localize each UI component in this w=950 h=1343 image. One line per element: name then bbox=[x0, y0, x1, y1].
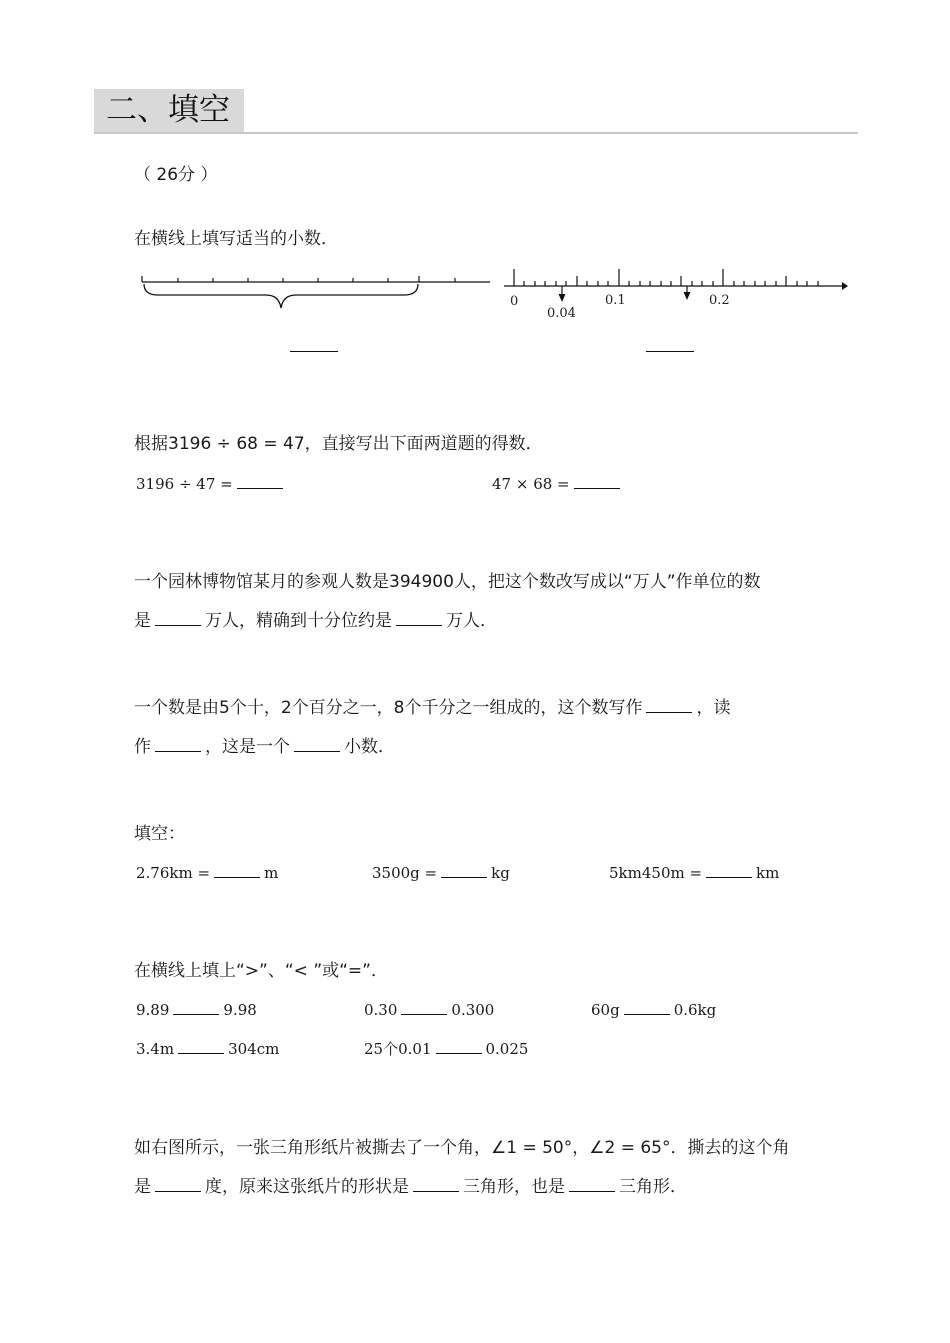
q6-blank-1[interactable] bbox=[173, 1000, 219, 1015]
q5-prompt: 填空： bbox=[134, 824, 185, 844]
q2-item-a bbox=[136, 473, 287, 495]
q7-blank-2[interactable] bbox=[413, 1177, 459, 1192]
q5-item-b bbox=[372, 862, 510, 884]
q2-blank-a[interactable] bbox=[237, 474, 283, 489]
q4-text-b: ，读 bbox=[696, 698, 731, 718]
q1-blank-2[interactable] bbox=[646, 351, 694, 352]
q3-text-b: 万人，精确到十分位约是 bbox=[205, 611, 392, 631]
left-axis-ticks bbox=[142, 276, 455, 282]
section-title: 二、填空 bbox=[106, 92, 230, 128]
q7-blank-3[interactable] bbox=[569, 1177, 615, 1192]
q3-text-c: 万人． bbox=[446, 611, 497, 631]
q6-prompt: 在横线上填上“>”、“< ”或“=”． bbox=[134, 961, 388, 981]
q7-text-d: 三角形． bbox=[619, 1177, 687, 1197]
q3-blank-2[interactable] bbox=[396, 611, 442, 626]
q5-item-a bbox=[136, 862, 278, 884]
q4-text-a: 一个数是由5个十，2个百分之一，8个千分之一组成的，这个数写作 bbox=[134, 698, 643, 718]
arrow-marker-1-icon bbox=[559, 286, 566, 302]
q6-item-2 bbox=[364, 999, 494, 1021]
q6-item-5 bbox=[364, 1038, 528, 1060]
q5-b-left: 3500g = bbox=[372, 864, 438, 882]
q2-item-a-expression: 3196 ÷ 47 = bbox=[136, 475, 233, 493]
q5-blank-a[interactable] bbox=[214, 863, 260, 878]
q6-blank-4[interactable] bbox=[178, 1039, 224, 1054]
q2-item-b bbox=[492, 473, 624, 495]
tick-label-004: 0.04 bbox=[547, 306, 576, 321]
q4-line-1 bbox=[134, 697, 730, 719]
q4-line-2 bbox=[134, 736, 395, 758]
q4-blank-2[interactable] bbox=[155, 737, 201, 752]
tick-label-01: 0.1 bbox=[605, 293, 626, 308]
q6-4-left: 3.4m bbox=[136, 1040, 175, 1058]
left-brace bbox=[144, 284, 418, 308]
q6-blank-2[interactable] bbox=[401, 1000, 447, 1015]
q5-blank-b[interactable] bbox=[441, 863, 487, 878]
section-divider bbox=[94, 132, 858, 134]
q6-blank-3[interactable] bbox=[624, 1000, 670, 1015]
q4-text-e: 小数． bbox=[344, 737, 395, 757]
q5-c-unit: km bbox=[756, 864, 780, 882]
q4-blank-1[interactable] bbox=[646, 698, 692, 713]
q1-blank-1[interactable] bbox=[290, 351, 338, 352]
q6-5-right: 0.025 bbox=[485, 1040, 529, 1058]
tick-label-0: 0 bbox=[510, 294, 519, 309]
section-score: （ 26分 ） bbox=[134, 165, 218, 185]
q7-blank-1[interactable] bbox=[155, 1177, 201, 1192]
q2-item-b-expression: 47 × 68 = bbox=[492, 475, 570, 493]
q2-blank-b[interactable] bbox=[574, 474, 620, 489]
q7-text-c: 三角形，也是 bbox=[463, 1177, 565, 1197]
q6-4-right: 304cm bbox=[228, 1040, 280, 1058]
q4-text-d: ，这是一个 bbox=[205, 737, 290, 757]
q6-3-right: 0.6kg bbox=[673, 1001, 717, 1019]
q6-item-4 bbox=[136, 1038, 279, 1060]
q6-blank-5[interactable] bbox=[436, 1039, 482, 1054]
right-axis-ticks bbox=[514, 269, 818, 286]
q4-text-c: 作 bbox=[134, 737, 151, 757]
q6-item-1 bbox=[136, 999, 257, 1021]
q7-text-b: 度，原来这张纸片的形状是 bbox=[205, 1177, 409, 1197]
q3-line-2 bbox=[134, 610, 497, 632]
q3-blank-1[interactable] bbox=[155, 611, 201, 626]
q6-5-left: 25个0.01 bbox=[364, 1040, 432, 1058]
arrow-marker-2-icon bbox=[684, 286, 691, 300]
q6-1-right: 9.98 bbox=[223, 1001, 257, 1019]
q7-text-a: 是 bbox=[134, 1177, 151, 1197]
q1-prompt: 在横线上填写适当的小数． bbox=[134, 229, 338, 249]
q7-line-1: 如右图所示，一张三角形纸片被撕去了一个角，∠1 = 50°，∠2 = 65°．撕去的这个角 bbox=[134, 1138, 790, 1158]
tick-label-02: 0.2 bbox=[709, 293, 730, 308]
q3-text-a: 是 bbox=[134, 611, 151, 631]
q6-3-left: 60g bbox=[591, 1001, 620, 1019]
q7-line-2 bbox=[134, 1176, 687, 1198]
q5-item-c bbox=[609, 862, 779, 884]
q1-right-number-line bbox=[500, 262, 850, 324]
q4-blank-3[interactable] bbox=[294, 737, 340, 752]
q2-prompt: 根据3196 ÷ 68 = 47，直接写出下面两道题的得数． bbox=[134, 434, 543, 454]
q5-b-unit: kg bbox=[491, 864, 510, 882]
axis-arrow-icon bbox=[842, 282, 848, 290]
q6-2-right: 0.300 bbox=[451, 1001, 495, 1019]
q5-a-left: 2.76km = bbox=[136, 864, 211, 882]
q6-2-left: 0.30 bbox=[364, 1001, 398, 1019]
q5-blank-c[interactable] bbox=[706, 863, 752, 878]
q1-left-number-line bbox=[130, 262, 500, 322]
q5-a-unit: m bbox=[264, 864, 279, 882]
q3-line-1: 一个园林博物馆某月的参观人数是394900人，把这个数改写成以“万人”作单位的数 bbox=[134, 572, 761, 592]
q6-1-left: 9.89 bbox=[136, 1001, 170, 1019]
q6-item-3 bbox=[591, 999, 716, 1021]
q5-c-left: 5km450m = bbox=[609, 864, 703, 882]
